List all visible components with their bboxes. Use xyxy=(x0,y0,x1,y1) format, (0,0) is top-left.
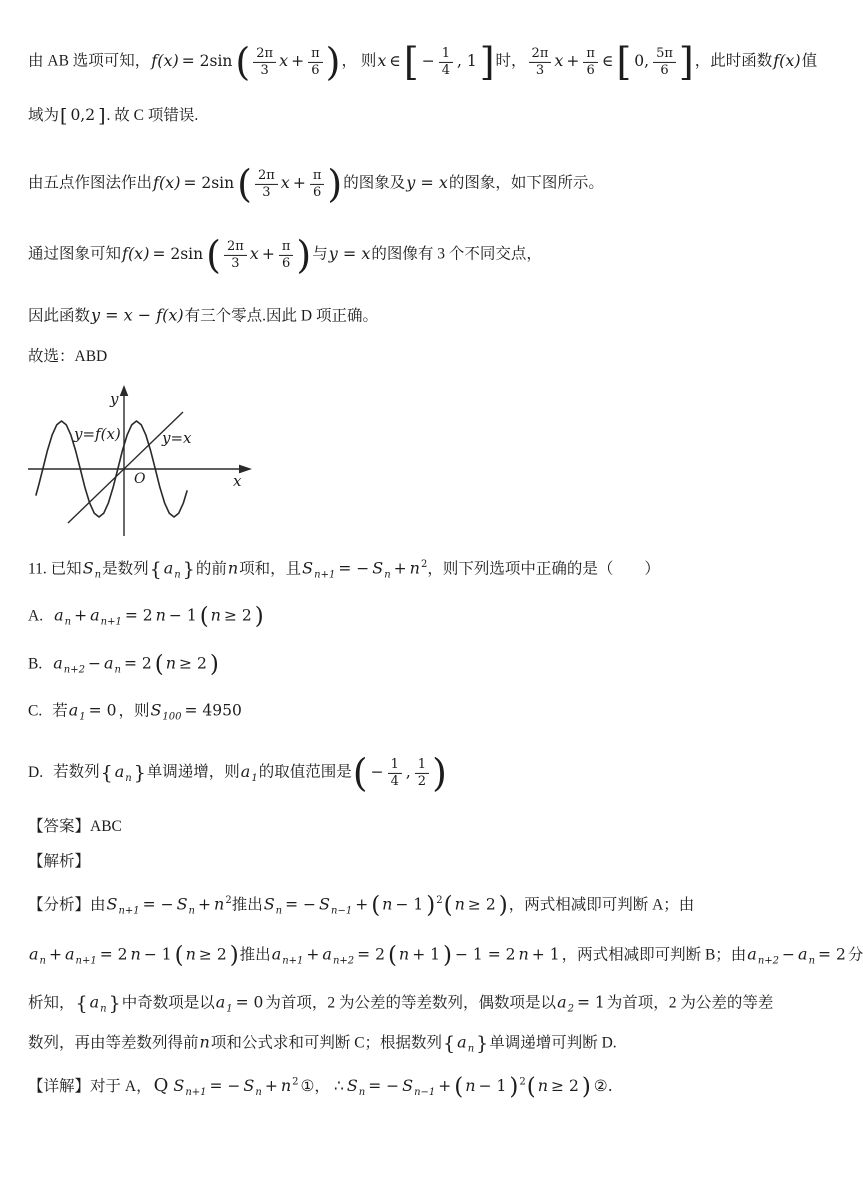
math-var: f(x) xyxy=(153,172,181,192)
big-bracket: [ xyxy=(616,40,632,84)
math-op: 0, xyxy=(634,51,650,70)
paren: ( xyxy=(526,1074,536,1101)
option-label: A. xyxy=(28,607,44,625)
paren: ( xyxy=(174,942,184,969)
para-graph-method xyxy=(28,162,604,206)
subscript: n+1 xyxy=(75,955,97,967)
fraction xyxy=(583,46,598,78)
paren: ) xyxy=(509,1074,519,1101)
math-op: ∈ xyxy=(389,51,401,70)
math-op: , xyxy=(405,762,411,781)
fraction-denominator: 3 xyxy=(535,62,545,78)
math-op: = 2sin xyxy=(181,51,233,70)
math-var: S xyxy=(150,700,162,720)
math-op: = − xyxy=(338,559,370,578)
math-var: a xyxy=(68,700,79,720)
answer-value: ABC xyxy=(90,818,122,835)
superscript: 2 xyxy=(519,1076,526,1088)
math-op: = 1 xyxy=(576,993,605,1012)
math-var: a xyxy=(457,1032,467,1052)
math-op: = − xyxy=(209,1076,241,1095)
text-run: 若 xyxy=(52,702,68,720)
math-var: S xyxy=(82,558,94,578)
subscript: n+1 xyxy=(185,1086,207,1098)
math-var: n xyxy=(454,894,465,914)
because-symbol: Q xyxy=(153,1074,169,1096)
para-c-analysis-1 xyxy=(28,40,818,84)
math-var: n xyxy=(280,1075,292,1095)
fraction xyxy=(439,46,453,78)
superscript: 2 xyxy=(292,1076,299,1088)
math-var: x xyxy=(249,243,259,263)
math-var: a xyxy=(29,944,39,964)
math-var: a xyxy=(65,944,75,964)
bracket: [ xyxy=(60,105,68,128)
math-var: y = x xyxy=(406,172,448,192)
math-op: + xyxy=(49,945,62,964)
text-run: 数列，再由等差数列得前 xyxy=(28,1034,199,1052)
line-label: y=x xyxy=(162,429,192,447)
big-paren: ( xyxy=(237,162,252,206)
text-run: ，此时函数 xyxy=(694,52,773,70)
brace: } xyxy=(476,1032,489,1055)
subscript: 1 xyxy=(226,1003,233,1015)
fraction-denominator: 2 xyxy=(417,773,427,789)
therefore-symbol: ∴ xyxy=(333,1076,344,1095)
math-op: + xyxy=(292,173,306,192)
brace: { xyxy=(75,992,88,1015)
math-op: ≥ 2 xyxy=(223,606,252,625)
math-op: − xyxy=(421,51,435,70)
text-run: 由五点作图法作出 xyxy=(28,174,153,192)
text-run: . 故 C 项错误. xyxy=(106,107,199,124)
fraction xyxy=(255,168,278,200)
math-op: ∈ xyxy=(601,51,614,70)
math-op: = 2sin xyxy=(183,173,235,192)
text-run: ，则 xyxy=(118,702,150,720)
subscript: 1 xyxy=(79,711,86,723)
math-op: − 1 xyxy=(168,606,197,625)
math-op: − 1 xyxy=(395,895,424,914)
text-run: ，两式相减即可判断 A；由 xyxy=(508,896,695,914)
brace: } xyxy=(182,558,195,581)
big-bracket: [ xyxy=(403,40,419,84)
brace: { xyxy=(149,558,162,581)
math-expression: y = x − f(x) xyxy=(91,305,184,325)
para-c-analysis-2 xyxy=(28,106,198,126)
subscript: n xyxy=(467,1043,475,1055)
fraction-denominator: 6 xyxy=(660,62,669,78)
math-var: a xyxy=(163,558,174,578)
math-op: + xyxy=(393,559,407,578)
fraction xyxy=(279,239,294,271)
subscript: n xyxy=(358,1086,366,1098)
subscript: 1 xyxy=(251,772,258,784)
fraction xyxy=(224,239,247,271)
option-label: C. xyxy=(28,702,43,720)
analysis-line-4 xyxy=(28,1033,617,1054)
subscript: n+1 xyxy=(314,569,336,581)
curve-label: y=f(x) xyxy=(74,425,121,443)
x-axis-label: x xyxy=(233,472,242,490)
math-var: f(x) xyxy=(122,243,150,263)
math-var: n xyxy=(199,1032,210,1052)
paren: ) xyxy=(498,892,508,919)
subscript: n xyxy=(64,616,72,628)
math-var: a xyxy=(271,944,282,964)
math-var: a xyxy=(747,944,757,964)
big-paren: ( xyxy=(352,751,368,795)
math-var: S xyxy=(243,1075,255,1095)
question-11-stem xyxy=(28,559,660,580)
y-axis-label: y xyxy=(110,390,119,408)
paren: ( xyxy=(199,603,209,630)
paren: ) xyxy=(229,942,239,969)
text-run: 由 AB 选项可知， xyxy=(28,52,151,70)
math-op: + 1 xyxy=(531,945,560,964)
math-op: = − xyxy=(142,895,174,914)
subscript: n xyxy=(808,955,816,967)
text-run: ，则下列选项中正确的是（ ） xyxy=(427,560,660,578)
math-op: = 4950 xyxy=(184,701,242,720)
paren: ) xyxy=(209,651,219,678)
math-var: S xyxy=(176,894,188,914)
math-var: a xyxy=(798,944,808,964)
text-run: 析知， xyxy=(28,994,75,1012)
fraction xyxy=(653,46,676,78)
text-run: ，两式相减即可判断 B；由 xyxy=(561,946,747,964)
text-run: 推出 xyxy=(231,896,263,914)
math-op: ≥ 2 xyxy=(551,1076,579,1095)
math-op: − xyxy=(87,654,101,673)
math-var: x xyxy=(280,172,290,192)
subscript: n+2 xyxy=(63,664,85,676)
detail-line xyxy=(28,1074,615,1101)
circled-one: ①， xyxy=(300,1076,330,1095)
text-run: 因此函数 xyxy=(28,307,91,325)
big-paren: ( xyxy=(235,40,251,84)
text-run: 单调递增可判断 D. xyxy=(489,1034,617,1052)
math-op: ≥ 2 xyxy=(467,895,496,914)
text-run: 是数列 xyxy=(102,560,149,578)
subscript: 2 xyxy=(567,1003,574,1015)
math-op: = 2 xyxy=(124,606,153,625)
math-op: + xyxy=(306,945,320,964)
paren: ) xyxy=(581,1074,591,1101)
fraction-numerator: 2π xyxy=(224,239,247,256)
para-zeros-conclusion xyxy=(28,306,378,327)
math-op: = − xyxy=(368,1076,400,1095)
y-axis-arrow-icon xyxy=(120,385,129,396)
brace: { xyxy=(100,762,113,784)
paren: ( xyxy=(371,892,381,919)
text-run: 的图象及 xyxy=(343,174,406,192)
para-intersections xyxy=(28,233,542,277)
math-op: + xyxy=(264,1076,278,1095)
text-run: 域为 xyxy=(28,107,60,124)
text-run: 的取值范围是 xyxy=(258,763,352,781)
math-var: S xyxy=(173,1075,185,1095)
big-paren: ) xyxy=(325,40,341,84)
math-var: n xyxy=(398,944,410,964)
big-paren: ) xyxy=(432,751,447,795)
fraction-numerator: 1 xyxy=(439,46,453,63)
paren: ( xyxy=(443,892,453,919)
math-var: a xyxy=(557,992,567,1012)
text-run: 为首项，2 为公差的等差 xyxy=(606,994,774,1012)
fraction-denominator: 6 xyxy=(312,184,322,200)
math-op: ≥ 2 xyxy=(198,945,227,964)
text-run: 时， xyxy=(495,52,527,70)
math-op: + xyxy=(291,51,305,70)
origin-label: O xyxy=(134,471,146,487)
math-op: + xyxy=(198,895,211,914)
analysis-line-2 xyxy=(28,942,863,969)
circled-two: ②. xyxy=(593,1076,613,1095)
math-op: − 1 xyxy=(143,945,172,964)
fraction-numerator: π xyxy=(279,239,294,256)
math-var: S xyxy=(319,894,330,914)
big-bracket: ] xyxy=(678,40,694,84)
fraction-numerator: 2π xyxy=(529,46,552,63)
big-paren: ) xyxy=(327,162,343,206)
text-run: 故选：ABD xyxy=(28,348,108,365)
math-op: , 1 xyxy=(456,51,477,70)
math-var: a xyxy=(240,761,251,781)
text-run: 的前 xyxy=(195,560,227,578)
text-run: 项和，且 xyxy=(239,560,302,578)
brace: } xyxy=(108,992,121,1015)
brace: { xyxy=(443,1032,456,1055)
math-var: f(x) xyxy=(151,50,179,70)
text-run: 11. 已知 xyxy=(28,560,82,578)
brace: } xyxy=(133,762,146,784)
math-var: x xyxy=(279,50,289,70)
paren: ) xyxy=(426,892,436,919)
paren: ( xyxy=(154,651,164,678)
fraction-denominator: 6 xyxy=(281,255,291,271)
subscript: n+1 xyxy=(118,905,140,917)
subscript: n xyxy=(188,905,195,917)
math-var: n xyxy=(382,894,393,914)
math-var: a xyxy=(215,992,226,1012)
function-graph-figure xyxy=(24,386,260,542)
fraction xyxy=(529,46,552,78)
fraction-numerator: 5π xyxy=(653,46,676,63)
option-d xyxy=(28,751,448,795)
subscript: n+2 xyxy=(757,955,780,967)
math-op: = 0 xyxy=(235,993,264,1012)
text-run: 分 xyxy=(847,946,863,964)
math-var: a xyxy=(322,944,332,964)
math-var: n xyxy=(214,894,225,914)
math-var: n xyxy=(518,944,529,964)
math-op: + xyxy=(74,606,88,625)
math-var: a xyxy=(89,992,100,1012)
text-run: 中奇数项是以 xyxy=(121,994,215,1012)
text-run: 的图象，如下图所示。 xyxy=(448,174,604,192)
math-var: a xyxy=(103,653,114,673)
detail-label: 【详解】 xyxy=(28,1077,91,1095)
math-var: S xyxy=(402,1075,414,1095)
subscript: n xyxy=(114,664,121,676)
subscript: n−1 xyxy=(414,1086,436,1098)
superscript: 2 xyxy=(225,895,232,907)
option-label: D. xyxy=(28,763,44,781)
text-run: 通过图象可知 xyxy=(28,245,122,263)
fraction xyxy=(415,757,429,789)
answer-label: 【答案】 xyxy=(28,818,91,835)
math-var: y = x xyxy=(328,243,371,263)
fraction-denominator: 3 xyxy=(262,184,271,200)
analysis-line-3 xyxy=(28,993,773,1014)
subscript: n−1 xyxy=(331,905,353,917)
fraction-numerator: 2π xyxy=(255,168,278,185)
math-op: = 2sin xyxy=(152,244,204,263)
math-var: n xyxy=(537,1075,549,1095)
fraction-denominator: 6 xyxy=(586,62,595,78)
option-label: B. xyxy=(28,655,43,673)
subscript: n xyxy=(384,569,391,581)
paren: ( xyxy=(454,1074,464,1101)
paren: ( xyxy=(387,942,397,969)
text-run: 的图像有 3 个不同交点， xyxy=(371,245,542,263)
fraction-denominator: 6 xyxy=(311,62,320,78)
big-paren: ) xyxy=(296,233,312,277)
math-var: n xyxy=(185,944,196,964)
math-op: − xyxy=(370,762,384,781)
subscript: n+1 xyxy=(282,955,304,967)
subscript: n xyxy=(100,1003,107,1015)
superscript: 2 xyxy=(420,559,428,571)
fraction-denominator: 3 xyxy=(260,62,269,78)
fraction xyxy=(308,46,323,78)
math-op: = − xyxy=(285,895,317,914)
math-var: S xyxy=(106,894,118,914)
text-run: 为首项，2 为公差的等差数列，偶数项是以 xyxy=(265,994,557,1012)
answer-line xyxy=(28,817,122,837)
explanation-label: 【解析】 xyxy=(28,853,91,870)
subscript: 100 xyxy=(162,711,182,723)
math-var: f(x) xyxy=(773,50,801,70)
math-op: = 0 xyxy=(88,701,117,720)
math-var: n xyxy=(165,653,177,673)
subscript: n xyxy=(39,955,46,967)
subscript: n xyxy=(94,569,102,581)
para-answer-abd xyxy=(28,347,107,367)
paren: ) xyxy=(254,603,264,630)
fraction-numerator: 1 xyxy=(388,757,402,774)
math-var: a xyxy=(90,605,100,625)
superscript: 2 xyxy=(436,895,443,907)
math-var: n xyxy=(465,1075,476,1095)
bracket: ] xyxy=(98,105,106,128)
math-var: n xyxy=(155,605,166,625)
subscript: n+2 xyxy=(332,955,355,967)
fraction-denominator: 4 xyxy=(390,773,399,789)
analysis-label: 【分析】由 xyxy=(28,896,106,914)
math-var: S xyxy=(346,1075,358,1095)
math-op: + xyxy=(566,51,580,70)
math-var: a xyxy=(114,761,125,781)
fraction-numerator: π xyxy=(310,168,325,185)
fraction xyxy=(310,168,325,200)
explanation-label-line xyxy=(28,852,90,872)
fraction-denominator: 4 xyxy=(441,62,450,78)
subscript: n xyxy=(255,1086,262,1098)
text-run: 对于 A， xyxy=(90,1077,152,1095)
paren: ) xyxy=(443,942,452,969)
fraction xyxy=(388,757,402,789)
math-var: x xyxy=(554,50,564,70)
math-op: − 1 = 2 xyxy=(455,945,516,964)
math-op: + 1 xyxy=(412,945,441,964)
fraction-numerator: π xyxy=(308,46,323,63)
math-op: = 2 xyxy=(357,945,385,964)
text-run: ， 则 xyxy=(341,52,377,70)
math-op: 0,2 xyxy=(70,106,96,124)
math-op: ≥ 2 xyxy=(179,654,207,673)
big-paren: ( xyxy=(206,233,221,277)
option-c xyxy=(28,701,244,722)
analysis-line-1 xyxy=(28,892,695,919)
text-run: 单调递增，则 xyxy=(146,763,240,781)
big-bracket: ] xyxy=(479,40,495,84)
math-op: + xyxy=(261,244,275,263)
math-var: a xyxy=(54,605,64,625)
math-var: S xyxy=(302,558,314,578)
subscript: n xyxy=(125,772,132,784)
math-op: + xyxy=(438,1076,452,1095)
fraction-denominator: 3 xyxy=(231,255,240,271)
math-var: a xyxy=(53,653,63,673)
text-run: 项和公式求和可判断 C；根据数列 xyxy=(210,1034,443,1052)
subscript: n xyxy=(275,905,283,917)
math-var: n xyxy=(227,558,239,578)
math-op: = 2 xyxy=(99,945,128,964)
math-var: n xyxy=(409,558,420,578)
fraction-numerator: π xyxy=(583,46,598,63)
fraction-numerator: 2π xyxy=(253,46,276,63)
subscript: n+1 xyxy=(100,616,122,628)
math-var: n xyxy=(210,605,221,625)
subscript: n xyxy=(174,569,181,581)
math-var: n xyxy=(130,944,141,964)
math-var: x xyxy=(377,50,387,70)
math-op: − 1 xyxy=(478,1076,507,1095)
text-run: 推出 xyxy=(239,946,271,964)
text-run: 与 xyxy=(312,245,328,263)
math-op: = 2 xyxy=(818,945,846,964)
text-run: 若数列 xyxy=(53,763,100,781)
option-a xyxy=(28,603,265,630)
fraction-numerator: 1 xyxy=(415,757,429,774)
text-run: 值 xyxy=(801,52,818,70)
math-var: S xyxy=(263,894,275,914)
fraction xyxy=(253,46,276,78)
math-op: = 2 xyxy=(123,654,152,673)
math-op: + xyxy=(355,895,369,914)
option-b xyxy=(28,651,220,678)
math-op: − xyxy=(782,945,796,964)
math-var: S xyxy=(372,558,384,578)
text-run: 有三个零点.因此 D 项正确。 xyxy=(184,307,378,325)
